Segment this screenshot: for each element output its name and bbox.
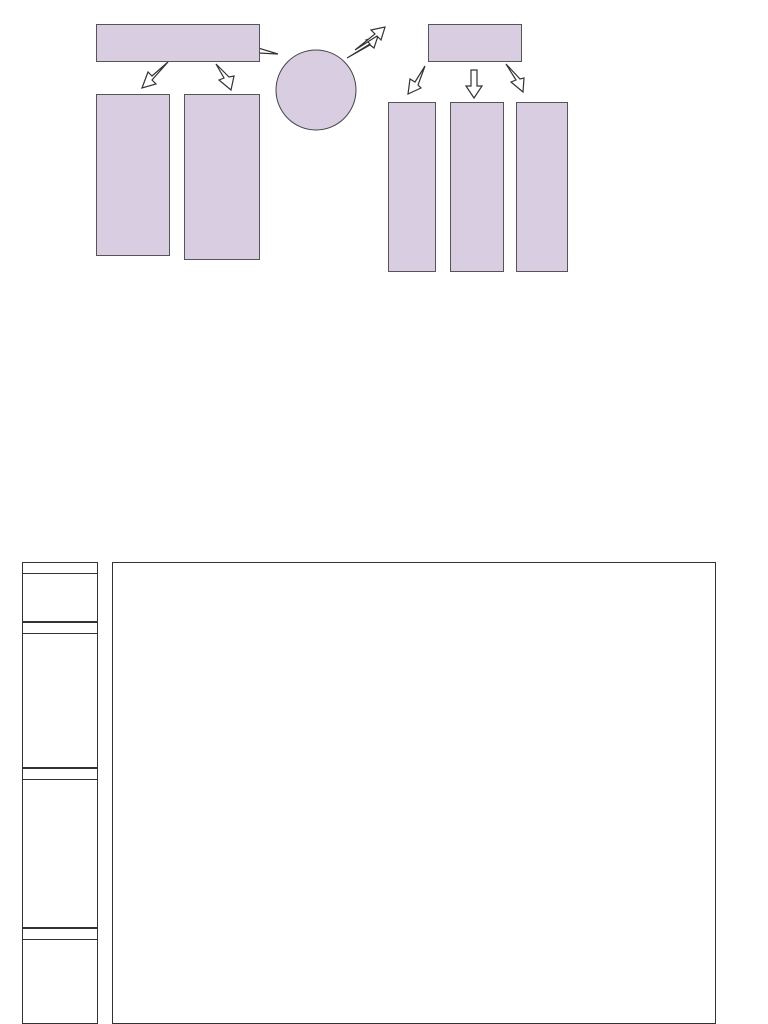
strengths-box	[22, 622, 98, 768]
teacher-label	[23, 769, 97, 780]
teacher-box	[22, 768, 98, 928]
arrow-to-others	[355, 27, 385, 50]
box-actions-emotions	[96, 94, 170, 256]
score-box	[22, 562, 98, 622]
box-scene	[516, 102, 568, 272]
arrow-to-emotion	[408, 66, 425, 94]
other-comments-label	[23, 929, 97, 940]
arrow-to-status	[216, 64, 234, 90]
box-self	[96, 24, 260, 62]
writing-grid[interactable]	[112, 562, 716, 1024]
arrow-to-actions	[142, 62, 168, 88]
box-others	[428, 24, 522, 62]
strengths-label	[23, 623, 97, 634]
arrow-to-action	[466, 70, 482, 98]
box-action	[450, 102, 504, 272]
center-circle	[276, 50, 356, 130]
box-status	[184, 94, 260, 260]
other-comments-box	[22, 928, 98, 1024]
box-emotion	[388, 102, 436, 272]
arrow-to-scene	[506, 64, 524, 92]
score-label	[23, 563, 97, 574]
